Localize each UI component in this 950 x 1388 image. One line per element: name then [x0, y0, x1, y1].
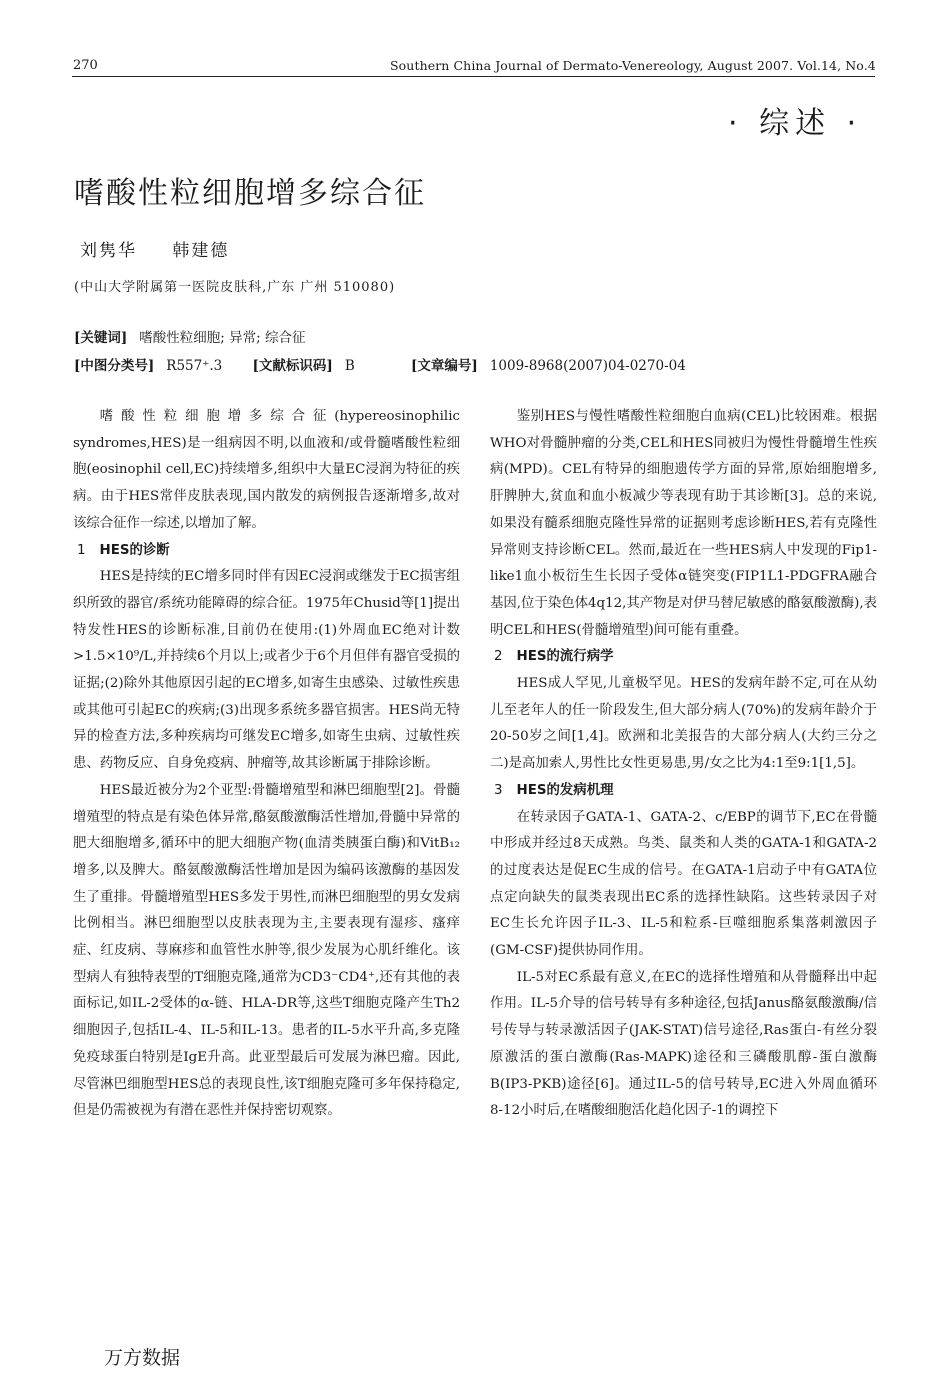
body-paragraph: HES成人罕见,儿童极罕见。HES的发病年龄不定,可在从幼儿至老年人的任一阶段发生,但大部分病人(70%)的发病年龄介于20-50岁之间[1,4]。欧洲和北美报告的大部分病人(大约三分之二)是高加索人,男性比女性更易患,男/女之比为4:1至9:1[1,5]。	[490, 676, 877, 772]
heading-number: 1	[77, 542, 86, 558]
intro-paragraph: 嗜酸性粒细胞增多综合征(hypereosinophilic syndromes,HES)是一组病因不明,以血液和/或骨髓嗜酸性粒细胞(eosinophil cell,EC)持续增多,组织中大量EC浸润为特征的疾病。由于HES常伴皮肤表现,国内散发的病例报告逐渐增多,故对该综合征作一综述,以增加了解。	[73, 409, 460, 531]
section-label: · 综述 ·	[728, 106, 863, 141]
author-name: 韩建德	[172, 241, 230, 261]
watermark-footer: 万方数据	[104, 1347, 181, 1369]
heading-number: 3	[494, 782, 503, 798]
affiliation: (中山大学附属第一医院皮肤科,广东 广州 510080)	[74, 280, 396, 295]
body-paragraph: 在转录因子GATA-1、GATA-2、c/EBP的调节下,EC在骨髓中形成并经过8天成熟。鸟类、鼠类和人类的GATA-1和GATA-2的过度表达是促EC生成的信号。在GATA-1启动子中有GATA位点定向缺失的鼠类表现出EC系的选择性缺陷。这些转录因子对EC生长允许因子IL-3、IL-5和粒系-巨噬细胞系集落刺激因子(GM-CSF)提供协同作用。	[490, 809, 877, 959]
journal-header: Southern China Journal of Dermato-Venereology, August 2007. Vol.14, No.4	[390, 58, 876, 73]
right-column	[490, 404, 877, 1125]
clc-value: R557⁺.3	[166, 358, 223, 374]
article-number-label: [文章编号]	[411, 358, 478, 374]
heading-title: HES的发病机理	[516, 782, 614, 798]
body-paragraph: 鉴别HES与慢性嗜酸性粒细胞白血病(CEL)比较困难。根据WHO对骨髓肿瘤的分类,CEL和HES同被归为慢性骨髓增生性疾病(MPD)。CEL有特异的细胞遗传学方面的异常,原始细胞增多,肝脾肿大,贫血和血小板减少等表现有助于其诊断[3]。总的来说,如果没有髓系细胞克隆性异常的证据则考虑诊断HES,若有克隆性异常则支持诊断CEL。然而,最近在一些HES病人中发现的Fip1-like1血小板衍生生长因子受体α链突变(FIP1L1-PDGFRA融合基因,位于染色体4q12,其产物是对伊马替尼敏感的酪氨酸激酶),表明CEL和HES(骨髓增殖型)间可能有重叠。	[490, 409, 877, 638]
author-list	[80, 236, 259, 261]
body-paragraph: HES是持续的EC增多同时伴有因EC浸润或继发于EC损害组织所致的器官/系统功能障碍的综合征。1975年Chusid等[1]提出特发性HES的诊断标准,目前仍在使用:(1)外周血EC绝对计数>1.5×10⁹/L,并持续6个月以上;或者少于6个月但伴有器官受损的证据;(2)除外其他原因引起的EC增多,如寄生虫感染、过敏性疾患或其他可引起EC的疾病;(3)出现多系统多器官损害。HES尚无特异的检查方法,多种疾病均可继发EC增多,如寄生虫病、过敏性疾患、药物反应、自身免疫病、肿瘤等,故其诊断属于排除诊断。	[73, 569, 460, 772]
left-column	[73, 404, 460, 1125]
clc-label: [中图分类号]	[74, 358, 155, 374]
heading-number: 2	[494, 649, 503, 665]
heading-title: HES的流行病学	[516, 649, 614, 665]
heading-title: HES的诊断	[99, 542, 170, 558]
classification-line	[74, 354, 686, 374]
section-heading-2	[490, 644, 877, 671]
body-paragraph: HES最近被分为2个亚型:骨髓增殖型和淋巴细胞型[2]。骨髓增殖型的特点是有染色体异常,酪氨酸激酶活性增加,骨髓中异常的肥大细胞增多,循环中的肥大细胞产物(血清类胰蛋白酶)和VitB₁₂增多,以及脾大。酪氨酸激酶活性增加是因为编码该激酶的基因发生了重排。骨髓增殖型HES多发于男性,而淋巴细胞型的男女发病比例相当。淋巴细胞型以皮肤表现为主,主要表现有湿疹、瘙痒症、红皮病、荨麻疹和血管性水肿等,很少发展为心肌纤维化。该型病人有独特表型的T细胞克隆,通常为CD3⁻CD4⁺,还有其他的表面标记,如IL-2受体的α-链、HLA-DR等,这些T细胞克隆产生Th2细胞因子,包括IL-4、IL-5和IL-13。患者的IL-5水平升高,多克隆免疫球蛋白特别是IgE升高。此亚型最后可发展为淋巴瘤。因此,尽管淋巴细胞型HES总的表现良性,该T细胞克隆可多年保持稳定,但是仍需被视为有潜在恶性并保持密切观察。	[73, 782, 460, 1119]
section-heading-1	[73, 538, 460, 565]
header-rule	[72, 76, 875, 77]
article-title: 嗜酸性粒细胞增多综合征	[74, 176, 426, 211]
doc-code-label: [文献标识码]	[252, 358, 333, 374]
section-heading-3	[490, 778, 877, 805]
keywords-line	[74, 326, 305, 346]
page-number: 270	[73, 58, 98, 73]
author-name: 刘隽华	[80, 241, 137, 261]
body-paragraph: IL-5对EC系最有意义,在EC的选择性增殖和从骨髓释出中起作用。IL-5介导的信号转导有多种途径,包括Janus酪氨酸激酶/信号传导与转录激活因子(JAK-STAT)信号途径,Ras蛋白-有丝分裂原激活的蛋白激酶(Ras-MAPK)途径和三磷酸肌醇-蛋白激酶B(IP3-PKB)途径[6]。通过IL-5的信号转导,EC进入外周血循环8-12小时后,在嗜酸细胞活化趋化因子-1的调控下	[490, 969, 877, 1119]
keywords-text: 嗜酸性粒细胞; 异常; 综合征	[139, 330, 306, 346]
doc-code-value: B	[344, 358, 355, 374]
article-number-value: 1009-8968(2007)04-0270-04	[489, 358, 686, 374]
keywords-label: [关键词]	[74, 330, 128, 346]
